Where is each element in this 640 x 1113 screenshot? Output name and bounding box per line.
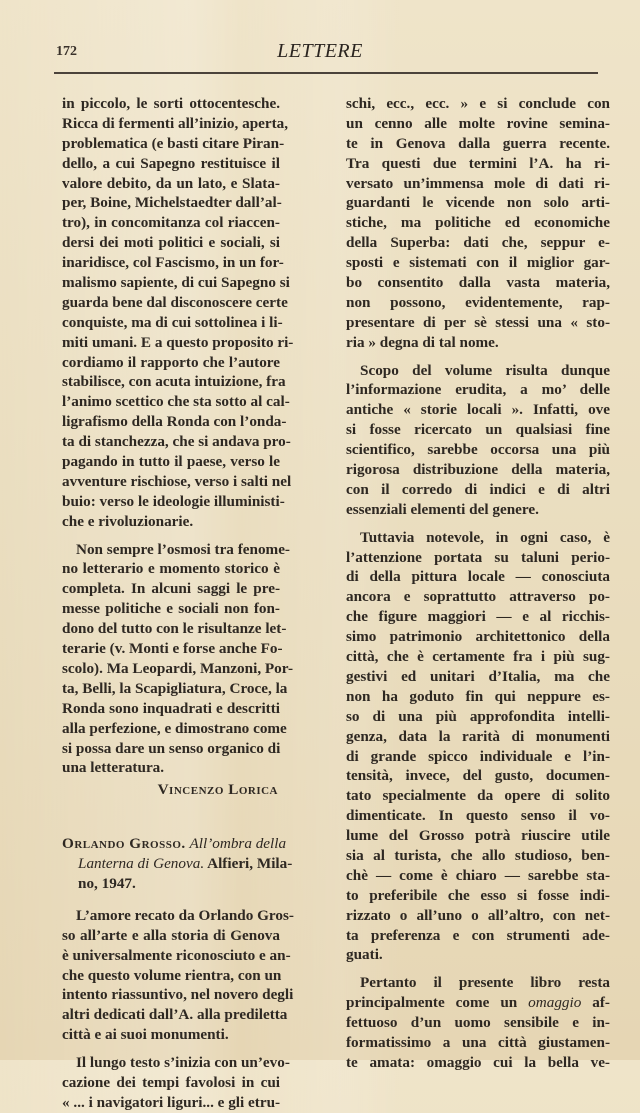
text-line: lume del Grosso potrà riuscire utile: [346, 827, 610, 845]
text-line: Non sempre l’osmosi tra fenome-: [76, 540, 290, 558]
text-line: alla perfezione, e dimostrano come: [62, 719, 287, 737]
review2-paragraph-2-cont: [346, 94, 610, 353]
review2-citation: [62, 834, 293, 894]
text-line: altri dedicati dall’A. alla prediletta: [62, 1006, 288, 1024]
text-line: che questo volume rientra, con un: [62, 966, 282, 984]
text-line: formatissimo a una città giustamen-: [346, 1033, 610, 1051]
text-line: per, Boine, Michelstaedter dall’al-: [62, 194, 282, 212]
text-line: terarie (v. Monti e forse anche Fo-: [62, 640, 283, 658]
text-line: sia al turista, che allo studioso, ben-: [346, 846, 610, 864]
text-line: non ha goduto fin qui neppure es-: [346, 687, 610, 705]
text-line: bo consentito dalla vasta materia,: [346, 274, 610, 292]
citation-title: All’ombra della: [189, 835, 287, 853]
text-line: genza, data la rarità di monumenti: [346, 727, 610, 745]
text-line: ancora e soprattutto attraverso po-: [346, 588, 610, 606]
text-line: della Superba: dati che, seppur e-: [346, 234, 610, 252]
text-line: Tra questi due termini l’A. ha ri-: [346, 154, 610, 172]
text-line: che e rivoluzionarie.: [62, 512, 194, 530]
text-line: non possono, evidentemente, rap-: [346, 293, 610, 311]
text-line: fettuoso d’un uomo sensibile e in-: [346, 1014, 610, 1032]
text-line: valore debito, da un lato, e Slata-: [62, 174, 280, 192]
review1-paragraph-2: [62, 540, 294, 779]
text-line: [346, 993, 610, 1013]
text-line: so di una più approfondita intelli-: [346, 707, 610, 725]
review2-paragraph-4: [346, 528, 610, 966]
citation-author: Orlando Grosso.: [62, 835, 186, 853]
text-line: sposti e sistemati con il miglior gar-: [346, 254, 610, 272]
text-line: guati.: [346, 946, 383, 964]
text-line: tensità, invece, del gusto, documen-: [346, 767, 610, 785]
text-line: con il corredo di indici e di altri: [346, 480, 610, 498]
text-line: te amata: omaggio cui la bella ve-: [346, 1053, 610, 1071]
text-line: scolo). Ma Leopardi, Manzoni, Por-: [62, 659, 294, 677]
review2-paragraph-5: [346, 973, 610, 1072]
text-span: principalmente come un: [346, 994, 529, 1012]
text-line: che figure maggiori — e al ricchis-: [346, 608, 610, 626]
text-line: ta di stanchezza, che si andava pro-: [62, 433, 291, 451]
running-title: LETTERE: [277, 40, 363, 62]
text-line: di grande spicco individuale e l’in-: [346, 747, 610, 765]
text-line: tato specialmente da opere di solito: [346, 787, 610, 805]
text-line: scientifico, sarebbe occorsa una più: [346, 441, 610, 459]
citation-title-cont: Lanterna di Genova.: [78, 855, 205, 873]
page-header: [0, 0, 640, 90]
text-line: so all’arte e alla storia di Genova: [62, 926, 280, 944]
emphasis-omaggio: omaggio: [528, 994, 582, 1012]
text-line: si fosse ricercato un qualsiasi fine: [346, 421, 610, 439]
text-line: messe politiche e sociali non fon-: [62, 600, 280, 618]
text-line: l’informazione erudita, a mo’ delle: [346, 381, 610, 399]
citation-line-1: [62, 834, 287, 854]
text-line: te in Genova dalla guerra recente.: [346, 134, 610, 152]
text-line: un cenno alle molte rovine semina-: [346, 114, 610, 132]
text-line: schi, ecc., ecc. » e si conclude con: [346, 95, 610, 112]
text-line: cordiamo il rapporto che l’autore: [62, 353, 280, 371]
text-line: una letteratura.: [62, 759, 165, 777]
text-line: versato un’immensa mole di dati ri-: [346, 174, 610, 192]
text-line: l’animo scettico che sta sotto al cal-: [62, 393, 290, 411]
text-line: completa. In alcuni saggi le pre-: [62, 580, 280, 598]
text-line: ta, Belli, la Scapigliatura, Croce, la: [62, 679, 288, 697]
text-span: af-: [581, 994, 610, 1012]
review1-paragraph-1: [62, 94, 294, 532]
text-line: to preferibile che esso si fosse indi-: [346, 886, 610, 904]
text-line: no letterario e momento storico è: [62, 560, 280, 578]
text-line: dersi dei moti politici e sociali, si: [62, 234, 280, 252]
text-line: di della pittura locale — conosciuta: [346, 568, 610, 586]
text-line: problematica (e basti citare Piran-: [62, 134, 285, 152]
text-line: dono del tutto con le risultanze let-: [62, 620, 287, 638]
text-line: si possa dare un senso organico di: [62, 739, 281, 757]
text-line: antiche « storie locali ». Infatti, ove: [346, 401, 610, 419]
text-line: inaridisce, col Fascismo, in un for-: [62, 254, 284, 272]
text-line: pagando in tutto il paese, verso le: [62, 453, 280, 471]
text-line: stabilisce, con acuta intuizione, fra: [62, 373, 286, 391]
text-line: chè — come è chiaro — sarebbe sta-: [346, 866, 610, 884]
text-line: è universalmente riconosciuto e an-: [62, 946, 291, 964]
text-line: città, che è certamente fra i più sug-: [346, 648, 610, 666]
text-line: avventure rischiose, verso i salti nel: [62, 472, 292, 490]
text-line: dimenticate. In questo senso il vo-: [346, 807, 610, 825]
left-column: [62, 94, 294, 1113]
text-line: simo patrimonio architettonico della: [346, 628, 610, 646]
review1-signature: Vincenzo Lorica: [157, 781, 278, 799]
text-line: presentare di per sè stessi una « sto-: [346, 313, 610, 331]
text-line: guardanti le vicende non solo arti-: [346, 194, 610, 212]
text-line: ligrafismo della Ronda con l’onda-: [62, 413, 287, 431]
text-line: Ricca di fermenti all’inizio, aperta,: [62, 114, 289, 132]
text-line: essenziali elementi del genere.: [346, 500, 539, 518]
text-line: guarda bene dal disconoscere certe: [62, 293, 288, 311]
text-line: Scopo del volume risulta dunque: [360, 361, 610, 379]
text-line: rizzato o all’uno o all’altro, con net-: [346, 906, 610, 924]
citation-line-2: [62, 854, 293, 874]
text-line: malismo sapiente, di cui Sapegno si: [62, 274, 290, 292]
text-line: miti umani. E a questo proposito ri-: [62, 333, 294, 351]
right-column: [346, 94, 610, 1073]
text-line: buio: verso le ideologie illuministi-: [62, 492, 285, 510]
text-line: Pertanto il presente libro resta: [360, 974, 610, 992]
text-line: in piccolo, le sorti ottocentesche.: [62, 95, 280, 112]
citation-line-3: no, 1947.: [78, 874, 136, 892]
text-line: stiche, ma politiche ed economiche: [346, 214, 610, 232]
text-line: l’attenzione portata su taluni perio-: [346, 548, 610, 566]
text-line: città e ai suoi monumenti.: [62, 1026, 229, 1044]
text-line: cazione dei tempi favolosi in cui: [62, 1073, 280, 1091]
review2-paragraph-3: [346, 361, 610, 520]
text-line: gestivi ed unitari d’Italia, ma che: [346, 667, 610, 685]
review2-paragraph-2: [62, 1053, 290, 1113]
page-number: 172: [56, 44, 77, 59]
text-line: rigorosa distribuzione della materia,: [346, 461, 610, 479]
header-rule: [54, 72, 598, 74]
text-line: « ... i navigatori liguri... e gli etru-: [62, 1093, 281, 1111]
text-line: L’amore recato da Orlando Gros-: [76, 906, 294, 924]
text-line: intento riassuntivo, nel novero degli: [62, 986, 294, 1004]
text-line: conquiste, ma di cui sottolinea i li-: [62, 313, 283, 331]
text-line: dello, a cui Sapegno restituisce il: [62, 154, 280, 172]
text-line: Ronda sono inquadrati e descritti: [62, 699, 280, 717]
text-line: ria » degna di tal nome.: [346, 333, 499, 351]
text-line: ta preferenza e con strumenti ade-: [346, 926, 610, 944]
review2-paragraph-1: [62, 906, 294, 1045]
text-line: Tuttavia notevole, in ogni caso, è: [360, 528, 610, 546]
citation-publisher: Alfieri, Mila-: [207, 855, 293, 873]
text-line: tro), in concomitanza col riaccen-: [62, 214, 280, 232]
text-line: Il lungo testo s’inizia con un’evo-: [76, 1054, 290, 1072]
